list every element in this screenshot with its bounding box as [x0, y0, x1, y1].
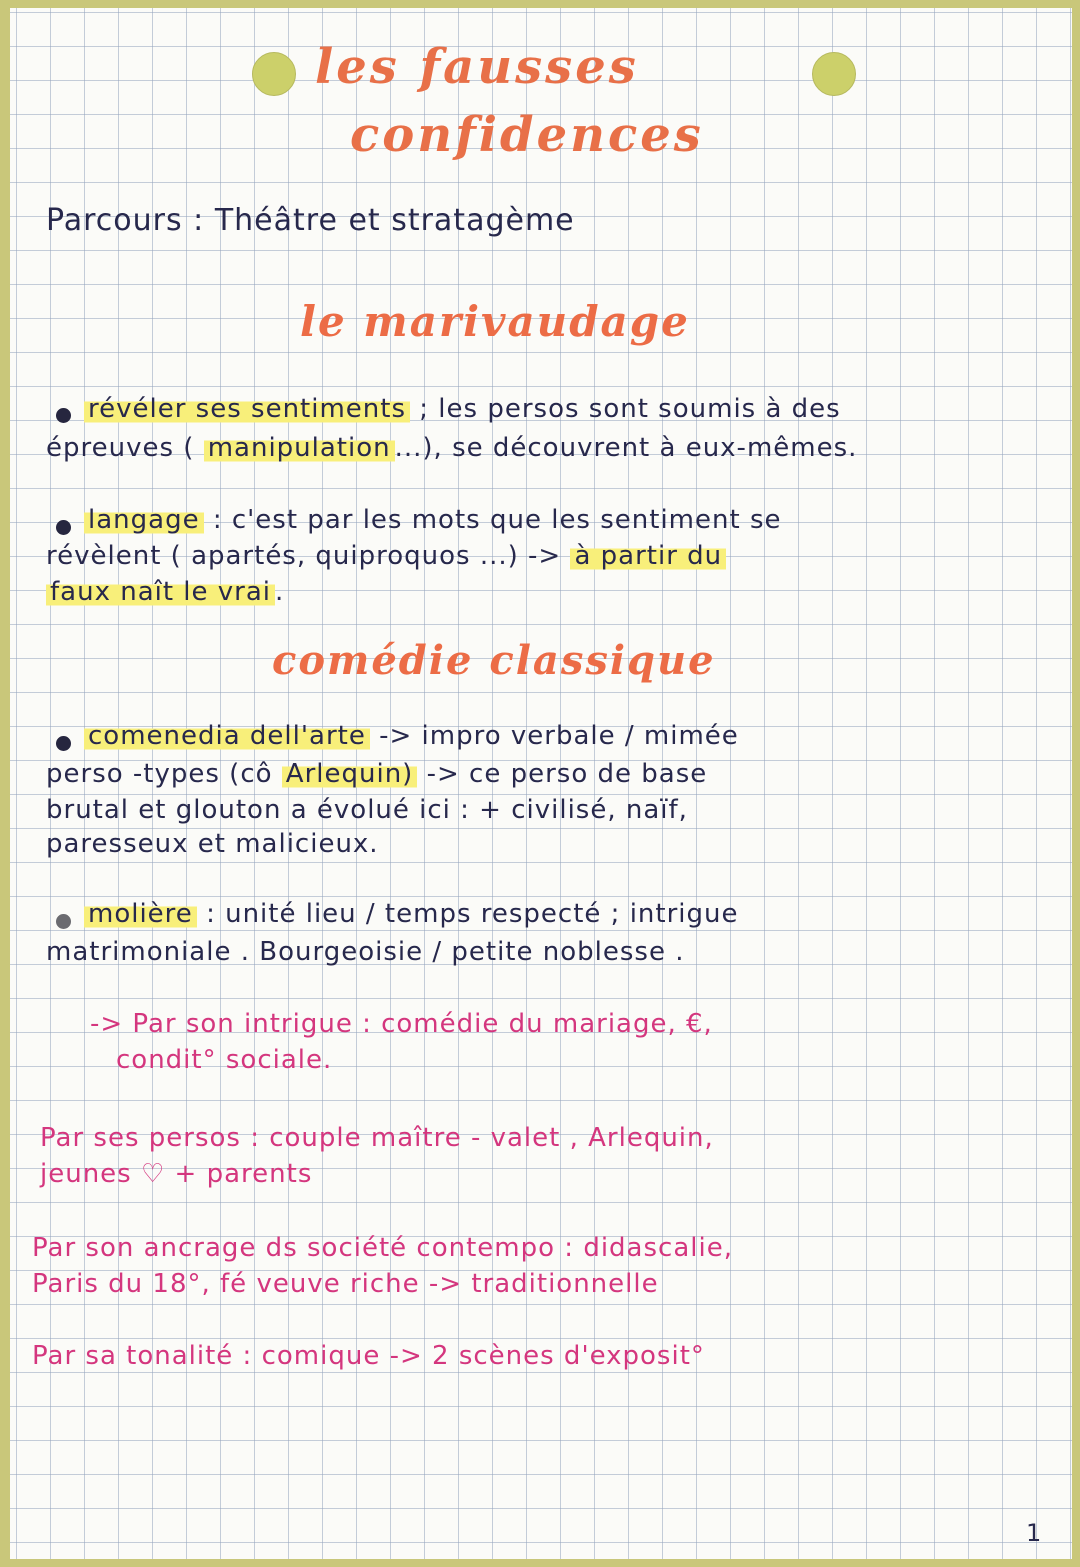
- pink-note-line: Par ses persos : couple maître - valet , Arlequin,: [40, 1123, 714, 1153]
- note-line: épreuves ( manipulation ...), se découvrent à eux-mêmes.: [46, 433, 858, 463]
- section-heading-comedie-classique: comédie classique: [272, 637, 716, 684]
- page-title-line2: confidences: [350, 107, 704, 163]
- highlighted-term: langage: [84, 505, 204, 535]
- note-line: faux naît le vrai .: [46, 578, 284, 608]
- highlighted-term: comenedia dell'arte: [84, 721, 370, 751]
- pink-note-line: Paris du 18°, fé veuve riche -> traditionnelle: [32, 1269, 659, 1299]
- section-heading-marivaudage: le marivaudage: [300, 297, 690, 346]
- bullet-dot: [56, 914, 71, 929]
- note-line: comenedia dell'arte -> impro verbale / mimée: [84, 722, 739, 752]
- pink-note-line: jeunes ♡ + parents: [40, 1159, 313, 1189]
- pink-note-line: condit° sociale.: [116, 1045, 333, 1075]
- bullet-dot: [56, 736, 71, 751]
- parcours-value: Théâtre et stratagème: [214, 203, 575, 238]
- note-line: révéler ses sentiments ; les persos sont soumis à des: [84, 395, 841, 425]
- note-line: paresseux et malicieux.: [46, 829, 379, 859]
- pink-note-line: Par sa tonalité : comique -> 2 scènes d'exposit°: [32, 1341, 705, 1371]
- parcours-line: Parcours : Théâtre et stratagème: [46, 203, 575, 238]
- notebook-page: [10, 8, 1072, 1559]
- note-line: révèlent ( apartés, quiproquos ...) -> à partir du: [46, 542, 726, 572]
- highlighted-term: à partir du: [570, 541, 726, 571]
- note-line: matrimoniale . Bourgeoisie / petite noblesse .: [46, 937, 685, 967]
- parcours-label: Parcours: [46, 203, 183, 238]
- highlighted-term: faux naît le vrai: [46, 577, 275, 607]
- highlighted-term: molière: [84, 899, 197, 929]
- bullet-dot: [56, 408, 71, 423]
- note-line: langage : c'est par les mots que les sentiment se: [84, 506, 782, 536]
- highlighted-term: révéler ses sentiments: [84, 394, 410, 424]
- page-number: 1: [1026, 1519, 1043, 1547]
- binder-hole-right: [812, 52, 856, 96]
- note-line: brutal et glouton a évolué ici : + civilisé, naïf,: [46, 795, 688, 825]
- note-line: perso -types (cô Arlequin) -> ce perso de base: [46, 759, 708, 789]
- page-title-line1: les fausses: [315, 39, 639, 95]
- pink-note-line: Par son ancrage ds société contempo : didascalie,: [32, 1233, 733, 1263]
- highlighted-term: manipulation: [204, 433, 395, 463]
- highlighted-term: Arlequin): [282, 759, 418, 789]
- bullet-dot: [56, 520, 71, 535]
- binder-hole-left: [252, 52, 296, 96]
- note-line: molière : unité lieu / temps respecté ; intrigue: [84, 900, 739, 930]
- pink-note-line: -> Par son intrigue : comédie du mariage, €,: [90, 1009, 713, 1039]
